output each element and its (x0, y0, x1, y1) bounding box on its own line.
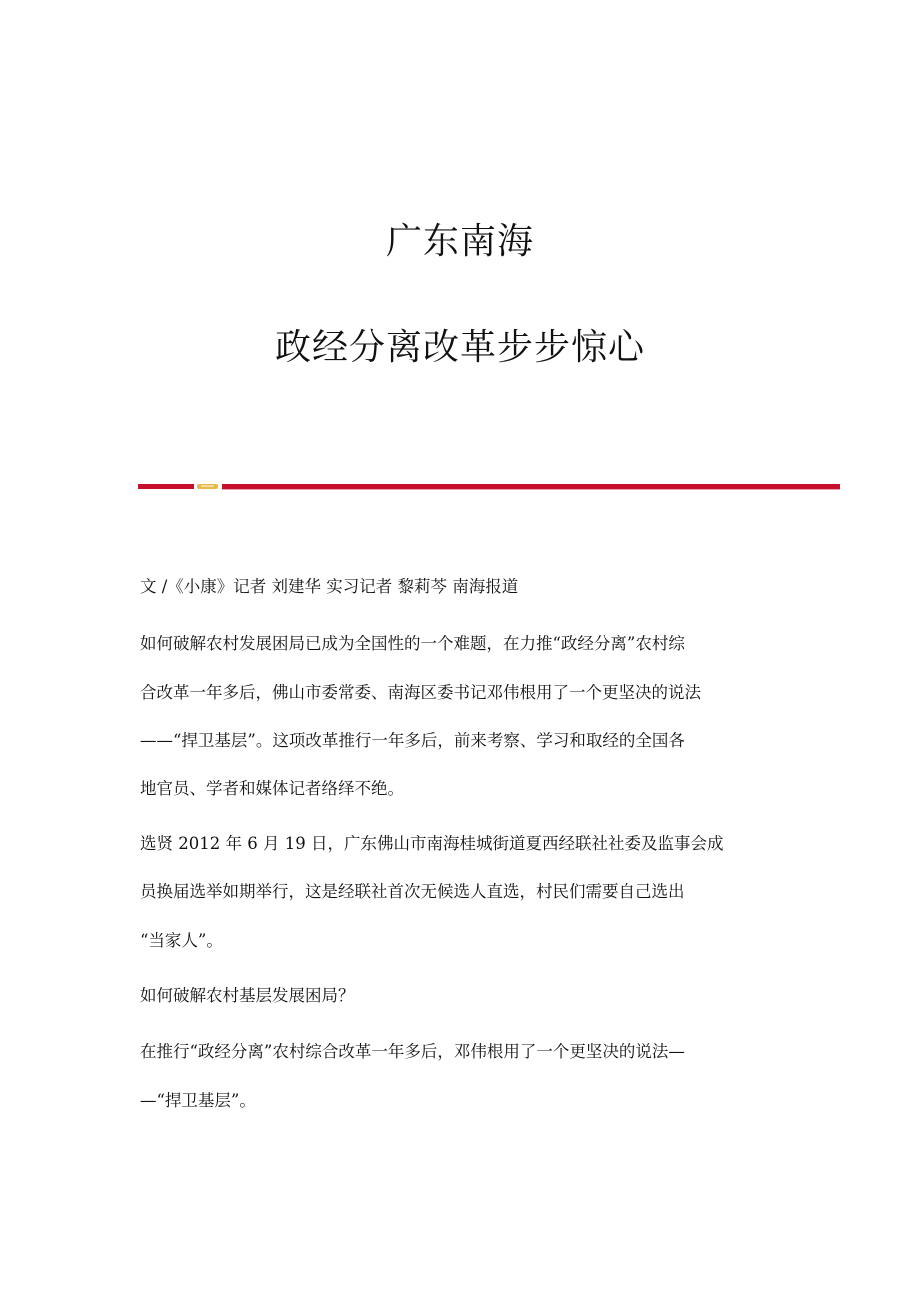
paragraph-line: 地官员、学者和媒体记者络绎不绝。 (140, 779, 404, 798)
title-divider-left (138, 484, 194, 489)
paragraph-line: 员换届选举如期举行，这是经联社首次无候选人直选，村民们需要自己选出 (140, 882, 685, 901)
paragraph-line: “当家人”。 (140, 931, 223, 950)
paragraph-line: 合改革一年多后，佛山市委常委、南海区委书记邓伟根用了一个更坚决的说法 (140, 683, 701, 702)
title-line-2: 政经分离改革步步惊心 (274, 327, 645, 368)
paragraph-line: 如何破解农村基层发展困局？ (140, 986, 355, 1005)
title-line-1: 广东南海 (385, 221, 534, 262)
paragraph-line: 如何破解农村发展困局已成为全国性的一个难题，在力推“政经分离”农村综 (140, 634, 685, 653)
paragraph-line: —“捍卫基层”。 (140, 1091, 256, 1110)
paragraph-line: 在推行“政经分离”农村综合改革一年多后，邓伟根用了一个更坚决的说法— (140, 1042, 685, 1061)
paragraph-line: 选贤 2012 年 6 月 19 日，广东佛山市南海桂城街道夏西经联社社委及监事会成 (140, 834, 724, 853)
title-divider-right (222, 484, 840, 489)
divider-ornament-icon (197, 483, 218, 490)
paragraph-line: ——“捍卫基层”。这项改革推行一年多后，前来考察、学习和取经的全国各 (140, 731, 685, 750)
byline: 文 /《小康》记者 刘建华 实习记者 黎莉芩 南海报道 (140, 577, 519, 596)
